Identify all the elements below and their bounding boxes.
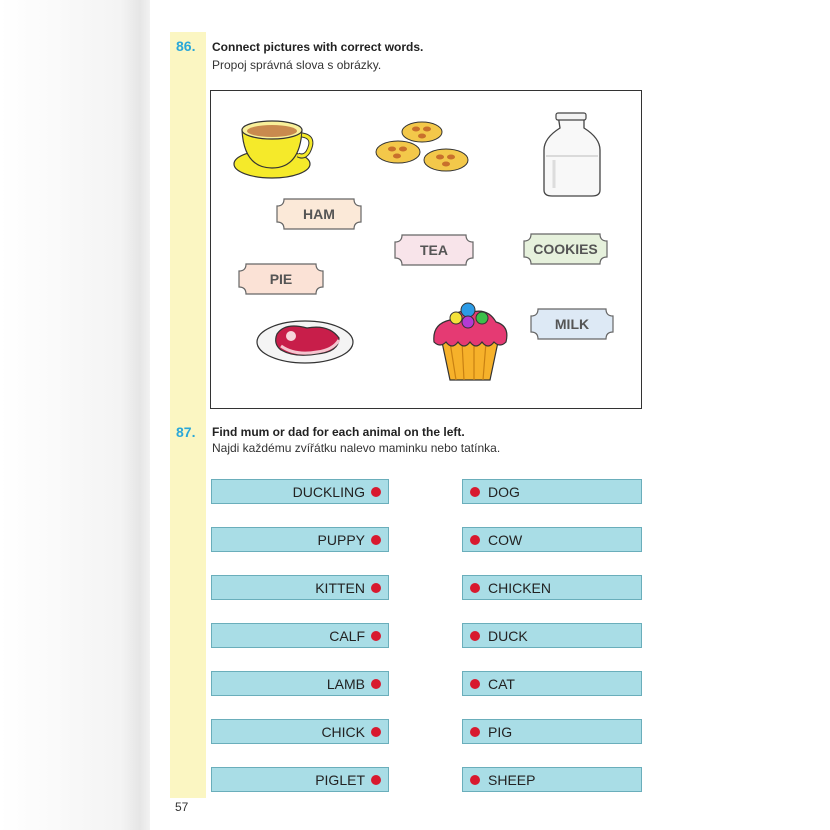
- connect-dot[interactable]: [470, 727, 480, 737]
- young-animal-piglet[interactable]: PIGLET: [211, 767, 389, 792]
- exercise-number-band: [170, 32, 206, 798]
- connect-dot[interactable]: [371, 535, 381, 545]
- connect-dot[interactable]: [470, 679, 480, 689]
- connect-dot[interactable]: [470, 631, 480, 641]
- parent-animal-dog[interactable]: DOG: [462, 479, 642, 504]
- tea-cup-picture[interactable]: [232, 110, 317, 185]
- parent-animal-sheep[interactable]: SHEEP: [462, 767, 642, 792]
- connect-dot[interactable]: [470, 487, 480, 497]
- connect-dot[interactable]: [470, 535, 480, 545]
- parent-animal-duck[interactable]: DUCK: [462, 623, 642, 648]
- connect-dot[interactable]: [371, 775, 381, 785]
- word-milk[interactable]: MILK: [530, 308, 614, 340]
- young-animal-chick[interactable]: CHICK: [211, 719, 389, 744]
- young-animal-calf[interactable]: CALF: [211, 623, 389, 648]
- page-number: 57: [175, 800, 189, 814]
- parent-animal-cat[interactable]: CAT: [462, 671, 642, 696]
- word-cookies[interactable]: COOKIES: [523, 233, 608, 265]
- parent-animal-cow[interactable]: COW: [462, 527, 642, 552]
- young-animal-puppy[interactable]: PUPPY: [211, 527, 389, 552]
- connect-dot[interactable]: [371, 631, 381, 641]
- young-animal-kitten[interactable]: KITTEN: [211, 575, 389, 600]
- connect-dot[interactable]: [371, 727, 381, 737]
- page-gutter-shadow: [0, 0, 150, 830]
- connect-dot[interactable]: [371, 583, 381, 593]
- young-animal-lamb[interactable]: LAMB: [211, 671, 389, 696]
- connect-dot[interactable]: [470, 583, 480, 593]
- exercise-86-subtitle: Propoj správná slova s obrázky.: [212, 58, 382, 72]
- milk-bottle-picture[interactable]: [540, 110, 605, 198]
- exercise-86-number: 86.: [176, 38, 196, 54]
- connect-dot[interactable]: [371, 487, 381, 497]
- page-right-margin: [700, 0, 830, 830]
- word-pie[interactable]: PIE: [238, 263, 324, 295]
- exercise-87-subtitle: Najdi každému zvířátku nalevo maminku nebo tatínka.: [212, 441, 501, 455]
- ham-picture[interactable]: [255, 316, 359, 366]
- connect-dot[interactable]: [371, 679, 381, 689]
- connect-dot[interactable]: [470, 775, 480, 785]
- cupcake-picture[interactable]: [428, 296, 513, 384]
- cookies-picture[interactable]: [372, 118, 482, 180]
- exercise-87-number: 87.: [176, 424, 196, 440]
- young-animal-duckling[interactable]: DUCKLING: [211, 479, 389, 504]
- parent-animal-chicken[interactable]: CHICKEN: [462, 575, 642, 600]
- parent-animal-pig[interactable]: PIG: [462, 719, 642, 744]
- word-ham[interactable]: HAM: [276, 198, 362, 230]
- exercise-87-title: Find mum or dad for each animal on the left.: [212, 425, 465, 439]
- exercise-86-title: Connect pictures with correct words.: [212, 40, 424, 54]
- word-tea[interactable]: TEA: [394, 234, 474, 266]
